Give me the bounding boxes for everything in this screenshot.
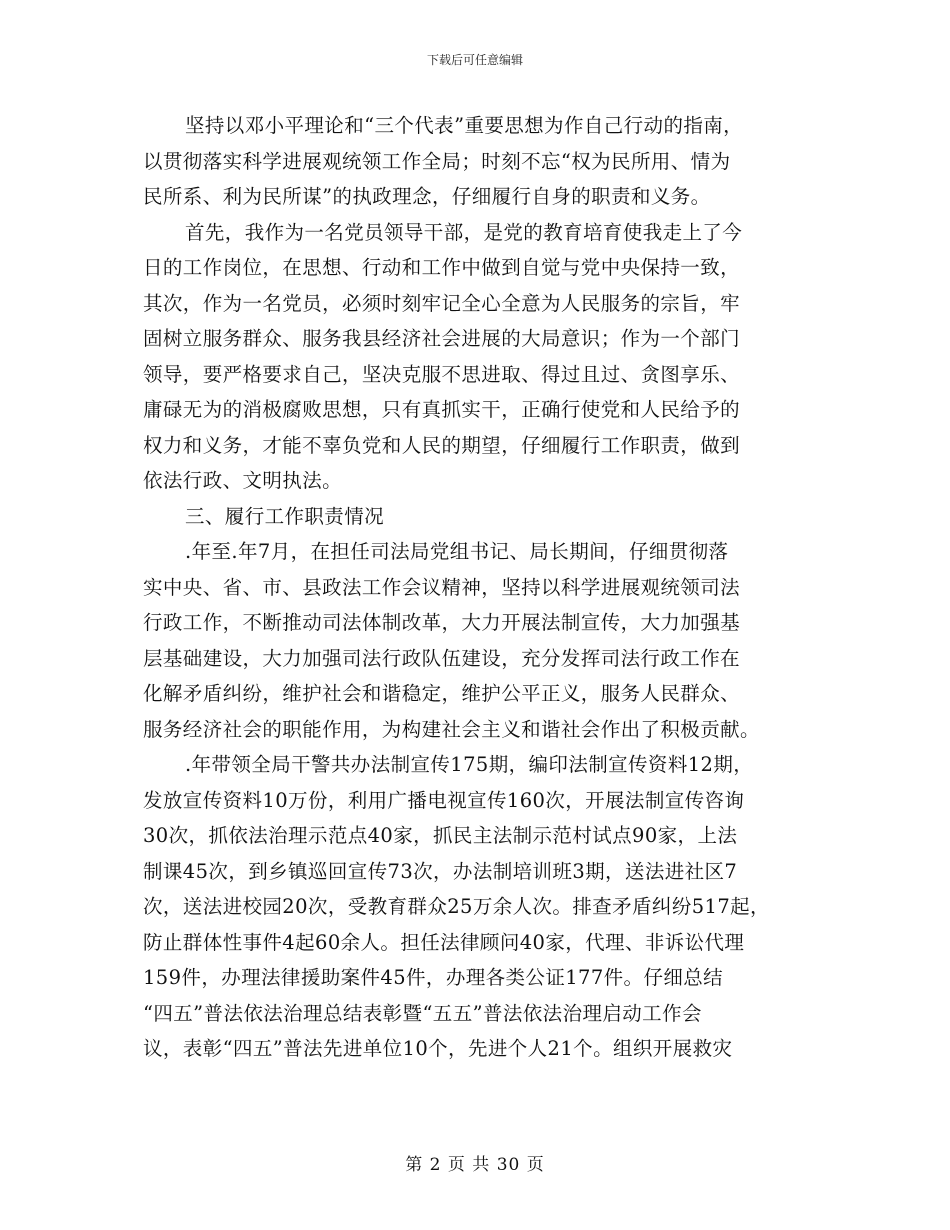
text-line: 次，送法进校园20次，受教育群众25万余人次。排查矛盾纠纷517起， [143,895,770,918]
document-body [143,108,813,1067]
page-number-footer: 第 2 页 共 30 页 [405,1155,545,1175]
text-line: 层基础建设，大力加强司法行政队伍建设，充分发挥司法行政工作在 [143,646,741,670]
text-line: 实中央、省、市、县政法工作会议精神，坚持以科学进展观统领司法 [143,575,741,599]
text-line: 化解矛盾纠纷，维护社会和谐稳定，维护公平正义，服务人民群众、 [143,682,741,705]
text-line: 领导，要严格要求自己，坚决克服不思进取、得过且过、贪图享乐、 [143,362,741,386]
text-line: 庸碌无为的消极腐败思想，只有真抓实干，正确行使党和人民给予的 [143,398,741,421]
section-heading: 三、履行工作职责情况 [185,504,385,528]
text-line: 防止群体性事件4起60余人。担任法律顾问40家，代理、非诉讼代理 [143,930,745,954]
text-line: 坚持以邓小平理论和“三个代表”重要思想为作自己行动的指南， [185,114,744,137]
text-line: 固树立服务群众、服务我县经济社会进展的大局意识；作为一个部门 [143,327,741,350]
text-line: 服务经济社会的职能作用，为构建社会主义和谐社会作出了积极贡献。 [143,717,760,741]
text-line: 发放宣传资料10万份，利用广播电视宣传160次，开展法制宣传咨询 [143,788,745,812]
text-line: .年至.年7月，在担任司法局党组书记、局长期间，仔细贯彻落 [185,540,729,563]
text-line: 以贯彻落实科学进展观统领工作全局；时刻不忘“权为民所用、情为 [143,149,731,173]
text-line: 议，表彰“四五”普法先进单位10个，先进个人21个。组织开展救灾 [143,1037,733,1060]
text-line: 权力和义务，才能不辜负党和人民的期望，仔细履行工作职责，做到 [143,433,741,457]
text-line: “四五”普法依法治理总结表彰暨“五五”普法依法治理启动工作会 [143,1001,702,1025]
text-line: 民所系、利为民所谋”的执政理念，仔细履行自身的职责和义务。 [143,185,711,208]
text-line: 依法行政、文明执法。 [143,469,343,492]
text-line: 日的工作岗位，在思想、行动和工作中做到自觉与党中央保持一致， [143,256,741,279]
text-line: 30次，抓依法治理示范点40家，抓民主法制示范村试点90家，上法 [143,824,738,847]
text-line: .年带领全局干警共办法制宣传175期，编印法制宣传资料12期， [185,753,754,776]
page-header-note: 下载后可任意编辑 [426,53,523,67]
text-line: 行政工作，不断推动司法体制改革，大力开展法制宣传，大力加强基 [143,611,741,634]
text-line: 其次，作为一名党员，必须时刻牢记全心全意为人民服务的宗旨，牢 [143,291,741,315]
text-line: 首先，我作为一名党员领导干部，是党的教育培育使我走上了今 [185,220,743,244]
text-line: 159件，办理法律援助案件45件，办理各类公证177件。仔细总结 [143,966,724,989]
text-line: 制课45次，到乡镇巡回宣传73次，办法制培训班3期，送法进社区7 [143,859,738,883]
